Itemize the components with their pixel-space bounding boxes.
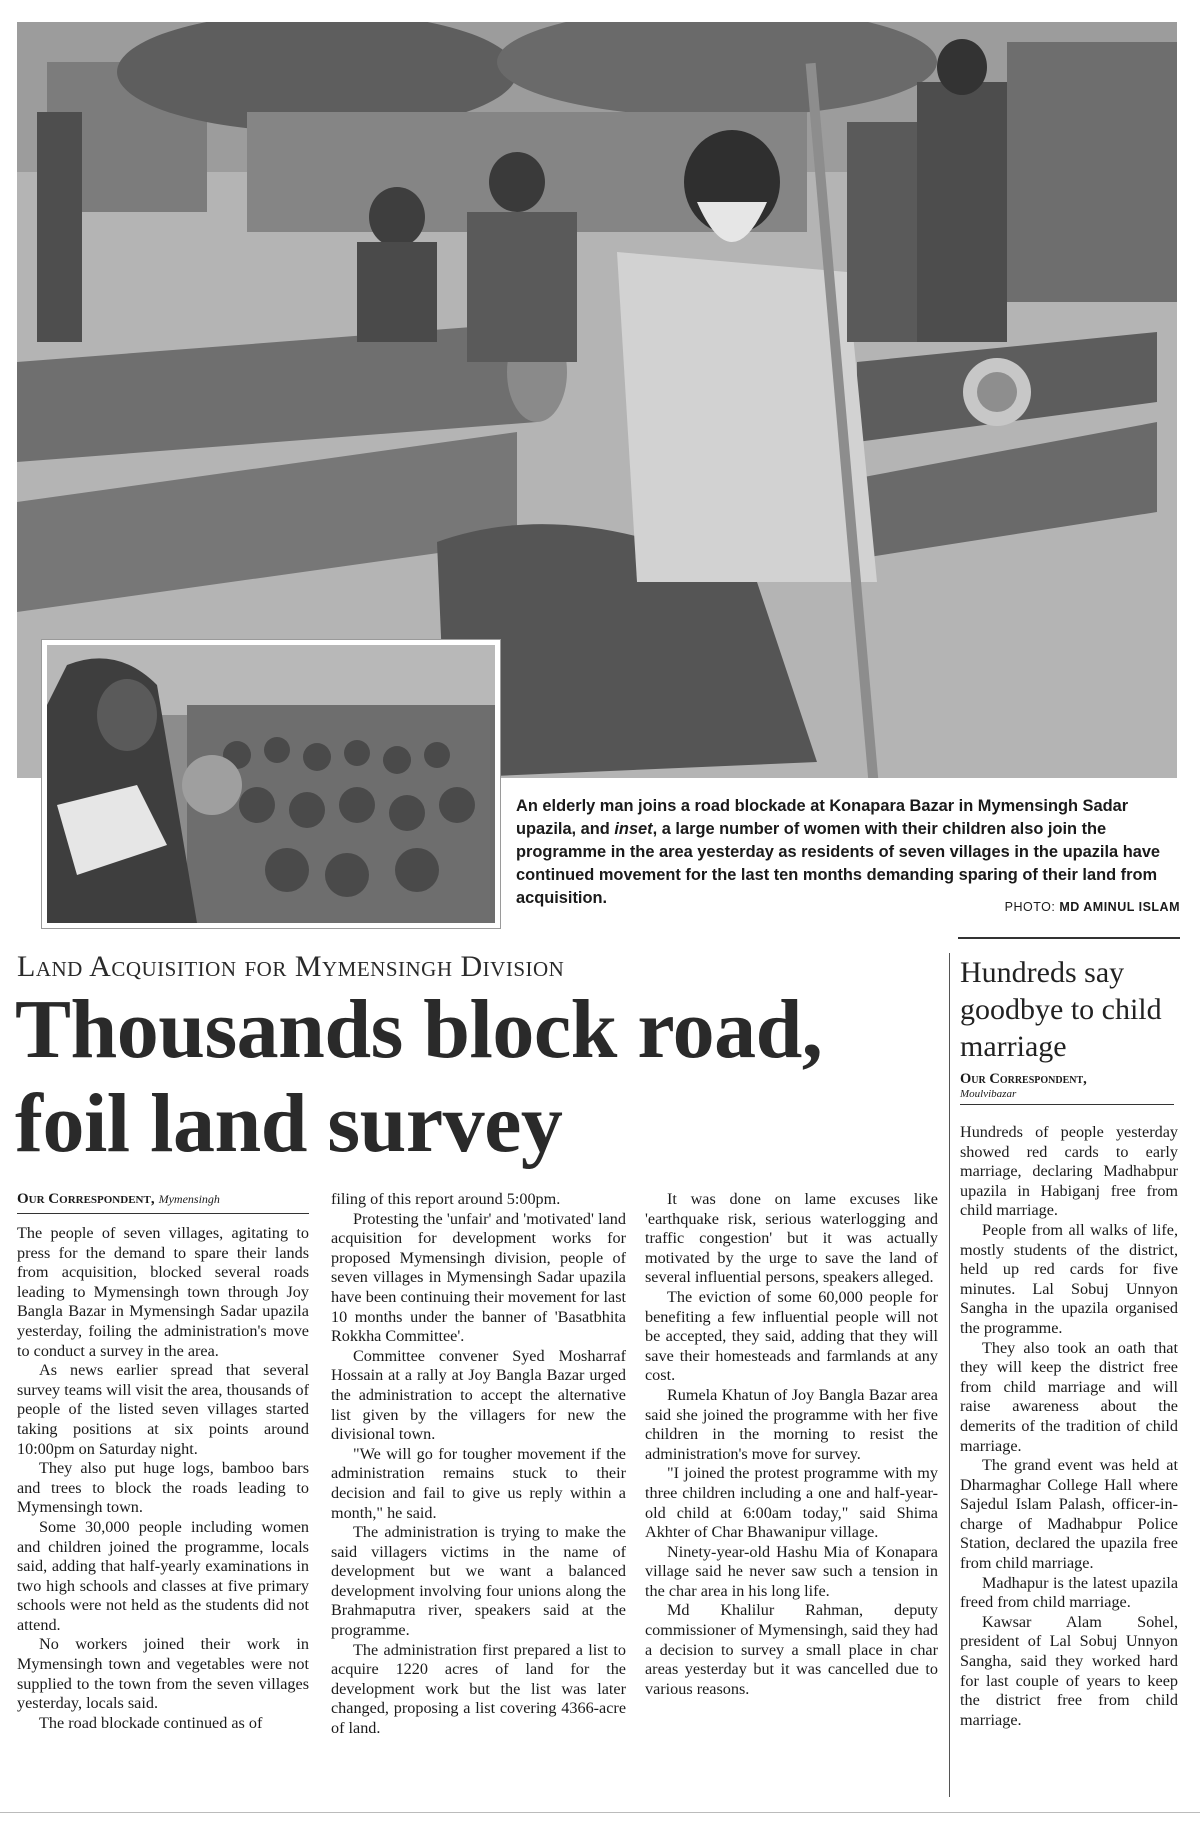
byline-place: Mymensingh: [158, 1192, 220, 1206]
paragraph: Committee convener Syed Mosharraf Hossain at a rally at Joy Bangla Bazar urged the administration to accept the alternative list given by the villagers for new the divisional town.: [331, 1346, 626, 1444]
paragraph: They also put huge logs, bamboo bars and trees to block the roads leading to Mymensingh town.: [17, 1459, 309, 1517]
paragraph: "We will go for tougher movement if the administration remains stuck to their decision and fail to give us reply within a month," he said.: [331, 1444, 626, 1522]
sidebar-byline-name: Our Correspondent,: [960, 1071, 1087, 1087]
caption-text-2: , a large number of women with their children also join the programme in the area yesterday as residents of seven villages in the upazila have continued movement for the last ten months demanding sparing of their land from acquisition.: [516, 820, 1161, 907]
photo-caption: [516, 795, 1164, 910]
paragraph: As news earlier spread that several survey teams will visit the area, thousands of people of the listed seven villages started taking positions at six points around 10:00pm on Saturday night.: [17, 1361, 309, 1458]
byline-name: Our Correspondent,: [17, 1191, 155, 1207]
paragraph: The grand event was held at Dharmaghar College Hall where Sajedul Islam Palash, officer-in-charge of Madhabpur Police Station, declared the upazila free from child marriage.: [960, 1456, 1178, 1573]
paragraph: Protesting the 'unfair' and 'motivated' land acquisition for development works for proposed Mymensingh division, people of seven villages in Mymensingh Sadar upazila have been continuing their movement for last 10 months under the banner of 'Basatbhita Rokkha Committee'.: [331, 1209, 626, 1346]
sidebar-byline-place: Moulvibazar: [960, 1088, 1017, 1100]
paragraph: The administration is trying to make the said villagers victims in the name of development but we want a balanced development involving four unions along the Brahmaputra river, speakers said at the programme.: [331, 1523, 626, 1640]
credit-label: PHOTO:: [1004, 900, 1060, 914]
paragraph: Some 30,000 people including women and children joined the programme, locals said, adding that half-yearly examinations in two high schools and classes at five primary schools were not held as the students did not attend.: [17, 1517, 309, 1634]
paragraph: Madhapur is the latest upazila freed from child marriage.: [960, 1573, 1178, 1612]
sidebar-top-rule: [958, 937, 1180, 939]
page-bottom-rule: [0, 1812, 1200, 1813]
paragraph: No workers joined their work in Mymensingh town and vegetables were not supplied to the town from the seven villages yesterday, locals said.: [17, 1635, 309, 1713]
paragraph: Hundreds of people yesterday showed red cards to early marriage, declaring Madhabpur upazila in Habiganj free from child marriage.: [960, 1123, 1178, 1220]
article-kicker: Land Acquisition for Mymensingh Division: [17, 950, 565, 983]
paragraph: Rumela Khatun of Joy Bangla Bazar area said she joined the programme with her five children in the morning to resist the administration's move for survey.: [645, 1385, 938, 1463]
paragraph: Kawsar Alam Sohel, president of Lal Sobuj Unnyon Sangha, said they worked hard for last couple of years to keep the district free from child marriage.: [960, 1612, 1178, 1729]
sidebar-column: [960, 1123, 1178, 1730]
paragraph: The road blockade continued as of: [39, 1713, 263, 1732]
article-column-2: [331, 1190, 626, 1739]
credit-name: MD AMINUL ISLAM: [1059, 900, 1180, 914]
paragraph: People from all walks of life, mostly students of the district, held up red cards for five minutes. Lal Sobuj Unnyon Sangha in the upazila organised the programme.: [960, 1220, 1178, 1337]
inset-photo: [42, 640, 500, 928]
article-column-1: [17, 1224, 309, 1733]
sidebar-byline: [960, 1071, 1174, 1105]
paragraph: Ninety-year-old Hashu Mia of Konapara village said he never saw such a tension in the char area in his long life.: [645, 1542, 938, 1600]
article-byline: [17, 1191, 309, 1214]
women-children-photo: [47, 645, 495, 923]
sidebar-headline: Hundreds say goodbye to child marriage: [960, 956, 1162, 1063]
article-column-3: [645, 1190, 938, 1699]
paragraph: It was done on lame excuses like 'earthquake risk, serious waterlogging and traffic congestion' but it was actually motivated by the urge to save the land of several influential persons, speakers alleged.: [645, 1190, 938, 1287]
paragraph: filing of this report around 5:00pm.: [331, 1190, 561, 1208]
paragraph: "I joined the protest programme with my three children including a one and half-year-old child at 6:00am today," said Shima Akhter of Char Bhawanipur village.: [645, 1464, 938, 1542]
paragraph: Md Khalilur Rahman, deputy commissioner of Mymensingh, said they had a decision to survey a small place in char areas yesterday but it was cancelled due to various reasons.: [645, 1601, 938, 1698]
paragraph: The people of seven villages, agitating to press for the demand to spare their lands from acquisition, blocked several roads leading to Mymensingh town through Joy Bangla Bazar in Mymensingh Sadar upazila yesterday, foiling the administration's move to conduct a survey in the area.: [17, 1224, 309, 1360]
article-headline: Thousands block road, foil land survey: [15, 983, 823, 1170]
caption-inset-word: inset: [614, 820, 653, 838]
caption-text-1: An elderly man joins a road blockade at Konapara Bazar in Mymensingh Sadar upazila, and: [516, 797, 1129, 838]
sidebar-divider: [949, 953, 950, 1797]
paragraph: They also took an oath that they will keep the district free from child marriage and will raise awareness about the demerits of the tradition of child marriage.: [960, 1338, 1178, 1455]
paragraph: The eviction of some 60,000 people for benefiting a few influential people will not be accepted, they said, adding that they will save their homesteads and farmlands at any cost.: [645, 1287, 938, 1385]
paragraph: The administration first prepared a list to acquire 1220 acres of land for the development work but the list was later changed, proposing a list covering 4366-acre of land.: [331, 1640, 626, 1738]
photo-credit: [1005, 900, 1180, 914]
